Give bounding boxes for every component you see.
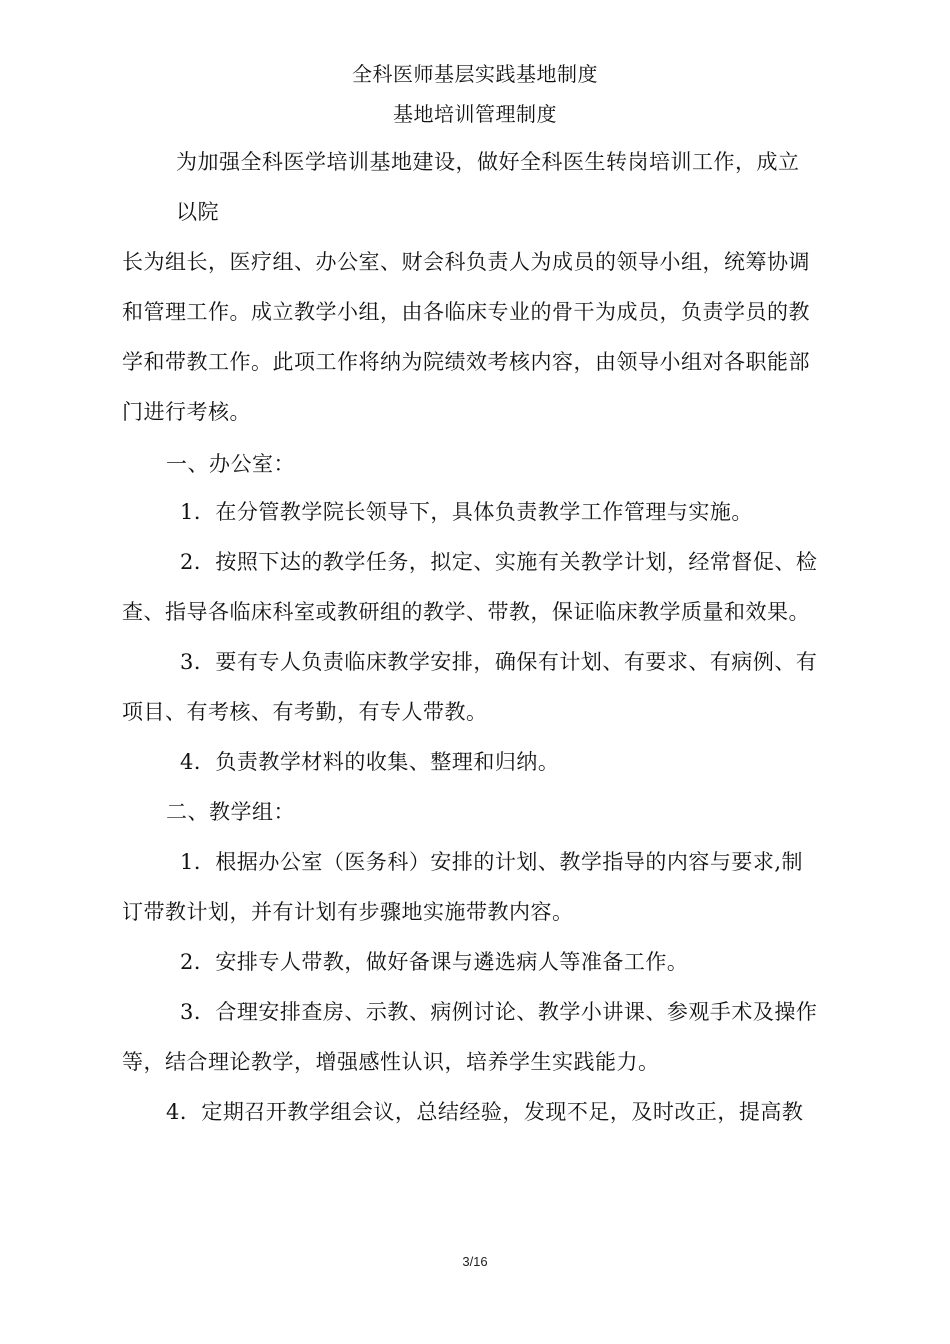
list-item-continuation: 等，结合理论教学，增强感性认识，培养学生实践能力。 — [122, 1050, 660, 1074]
section-heading: 二、教学组： — [166, 800, 295, 824]
document-title: 全科医师基层实践基地制度 — [352, 62, 598, 86]
list-item: 3．合理安排查房、示教、病例讨论、教学小讲课、参观手术及操作 — [180, 1000, 818, 1024]
list-item-continuation: 项目、有考核、有考勤，有专人带教。 — [122, 700, 488, 724]
paragraph-line: 长为组长，医疗组、办公室、财会科负责人为成员的领导小组，统筹协调 — [122, 250, 810, 274]
paragraph-line: 为加强全科医学培训基地建设，做好全科医生转岗培训工作，成立 — [176, 150, 800, 174]
paragraph-line: 以院 — [176, 200, 219, 224]
paragraph-line: 学和带教工作。此项工作将纳为院绩效考核内容，由领导小组对各职能部 — [122, 350, 810, 374]
list-item: 1．根据办公室（医务科）安排的计划、教学指导的内容与要求,制 — [180, 850, 804, 874]
list-item: 4．负责教学材料的收集、整理和归纳。 — [180, 750, 560, 774]
page-number: 3/16 — [462, 1254, 488, 1269]
list-item-continuation: 查、指导各临床科室或教研组的教学、带教，保证临床教学质量和效果。 — [122, 600, 810, 624]
list-item: 2．安排专人带教，做好备课与遴选病人等准备工作。 — [180, 950, 689, 974]
list-item: 3．要有专人负责临床教学安排，确保有计划、有要求、有病例、有 — [180, 650, 818, 674]
list-item: 4．定期召开教学组会议，总结经验，发现不足，及时改正，提高教 — [166, 1100, 804, 1124]
list-item: 1．在分管教学院长领导下，具体负责教学工作管理与实施。 — [180, 500, 753, 524]
list-item-continuation: 订带教计划，并有计划有步骤地实施带教内容。 — [122, 900, 574, 924]
list-item: 2．按照下达的教学任务，拟定、实施有关教学计划，经常督促、检 — [180, 550, 818, 574]
paragraph-line: 和管理工作。成立教学小组，由各临床专业的骨干为成员，负责学员的教 — [122, 300, 810, 324]
document-subtitle: 基地培训管理制度 — [393, 102, 557, 126]
paragraph-line: 门进行考核。 — [122, 400, 251, 424]
section-heading: 一、办公室： — [166, 452, 295, 476]
